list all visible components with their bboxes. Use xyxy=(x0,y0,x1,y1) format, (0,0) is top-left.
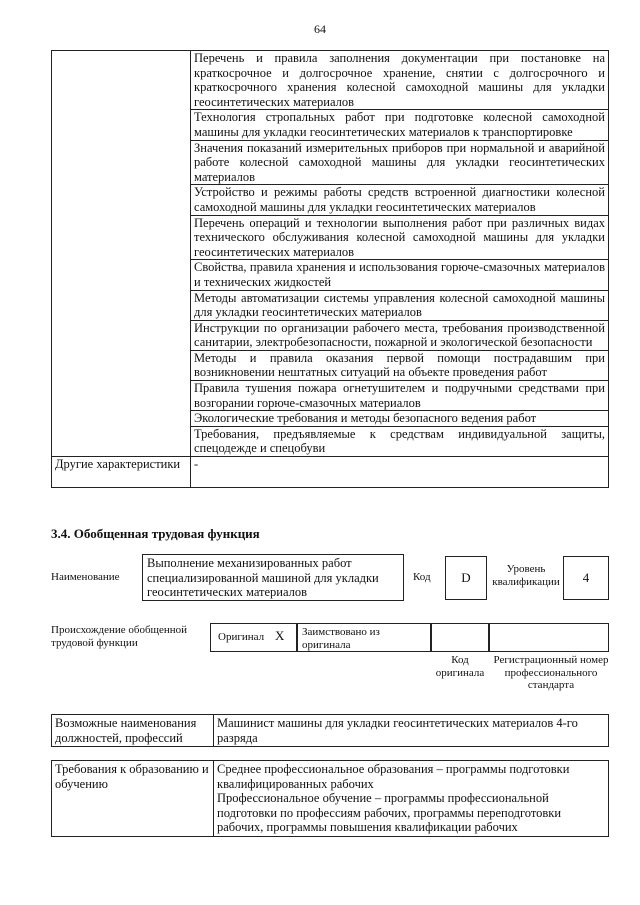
knowledge-item: Инструкции по организации рабочего места, требования производственной санитарии, электробезопасности, пожарной и экологической безопасности xyxy=(191,320,609,350)
education-value xyxy=(214,761,609,837)
education-line: Среднее профессиональное образования – программы подготовки квалифицированных рабочих xyxy=(217,762,570,791)
knowledge-item: Устройство и режимы работы средств встроенной диагностики колесной самоходной машины для укладки геосинтетических материалов xyxy=(191,185,609,215)
positions-table xyxy=(51,714,609,747)
code-original-cell xyxy=(431,623,489,652)
function-name-field: Выполнение механизированных работ специализированной машиной для укладки геосинтетических материалов xyxy=(142,554,404,601)
code-original-caption: Код оригинала xyxy=(435,654,485,679)
knowledge-item: Перечень и правила заполнения документации при постановке на краткосрочное и долгосрочное хранение, снятии с долгосрочного и краткосрочного хранения колесной самоходной машины для укладки геосинтетических материалов xyxy=(191,51,609,110)
name-label: Наименование xyxy=(51,571,120,583)
level-value: 4 xyxy=(563,556,609,600)
knowledge-item: Перечень операций и технологии выполнения работ при различных видах технического обслуживания колесной самоходной машины для укладки геосинтетических материалов xyxy=(191,215,609,260)
knowledge-item: Методы и правила оказания первой помощи пострадавшим при возникновении нештатных ситуаций на объекте проведения работ xyxy=(191,350,609,380)
knowledge-item: Правила тушения пожара огнетушителем и подручными средствами при возгорании горюче-смазочных материалов xyxy=(191,381,609,411)
knowledge-item: Экологические требования и методы безопасного ведения работ xyxy=(191,411,609,427)
education-table xyxy=(51,760,609,837)
reg-number-cell xyxy=(489,623,609,652)
code-value: D xyxy=(445,556,487,600)
knowledge-item: Методы автоматизации системы управления колесной самоходной машины для укладки геосинтетических материалов xyxy=(191,290,609,320)
original-mark: X xyxy=(275,628,285,643)
knowledge-item: Требования, предъявляемые к средствам индивидуальной защиты, спецодежде и спецобуви xyxy=(191,426,609,456)
level-label: Уровень квалификации xyxy=(492,563,560,588)
original-cell xyxy=(210,623,297,652)
positions-value: Машинист машины для укладки геосинтетических материалов 4-го разряда xyxy=(214,715,609,747)
knowledge-table xyxy=(51,50,609,488)
page-number: 64 xyxy=(314,22,326,36)
education-line: Профессиональное обучение – программы профессиональной подготовки по профессиям рабочих, программы переподготовки рабочих, программы повышения квалификации рабочих xyxy=(217,791,562,834)
knowledge-left-empty xyxy=(52,51,191,457)
origin-label: Происхождение обобщенной трудовой функции xyxy=(51,624,188,649)
other-characteristics-value: - xyxy=(191,457,609,488)
borrowed-cell xyxy=(297,623,431,652)
education-label: Требования к образованию и обучению xyxy=(52,761,214,837)
knowledge-item: Технология стропальных работ при подготовке колесной самоходной машины для укладки геосинтетических материалов к транспортировке xyxy=(191,110,609,140)
original-label: Оригинал xyxy=(218,631,265,643)
section-title: 3.4. Обобщенная трудовая функция xyxy=(51,526,260,541)
knowledge-item: Значения показаний измерительных приборов при нормальной и аварийной работе колесной самоходной машины для укладки геосинтетических материалов xyxy=(191,140,609,185)
code-label: Код xyxy=(413,571,431,583)
other-characteristics-label: Другие характеристики xyxy=(52,457,191,488)
positions-label: Возможные наименования должностей, профессий xyxy=(52,715,214,747)
borrowed-label: Заимствовано из оригинала xyxy=(302,626,380,651)
reg-number-caption: Регистрационный номер профессионального стандарта xyxy=(493,654,609,691)
knowledge-item: Свойства, правила хранения и использования горюче-смазочных материалов и технических жидкостей xyxy=(191,260,609,290)
